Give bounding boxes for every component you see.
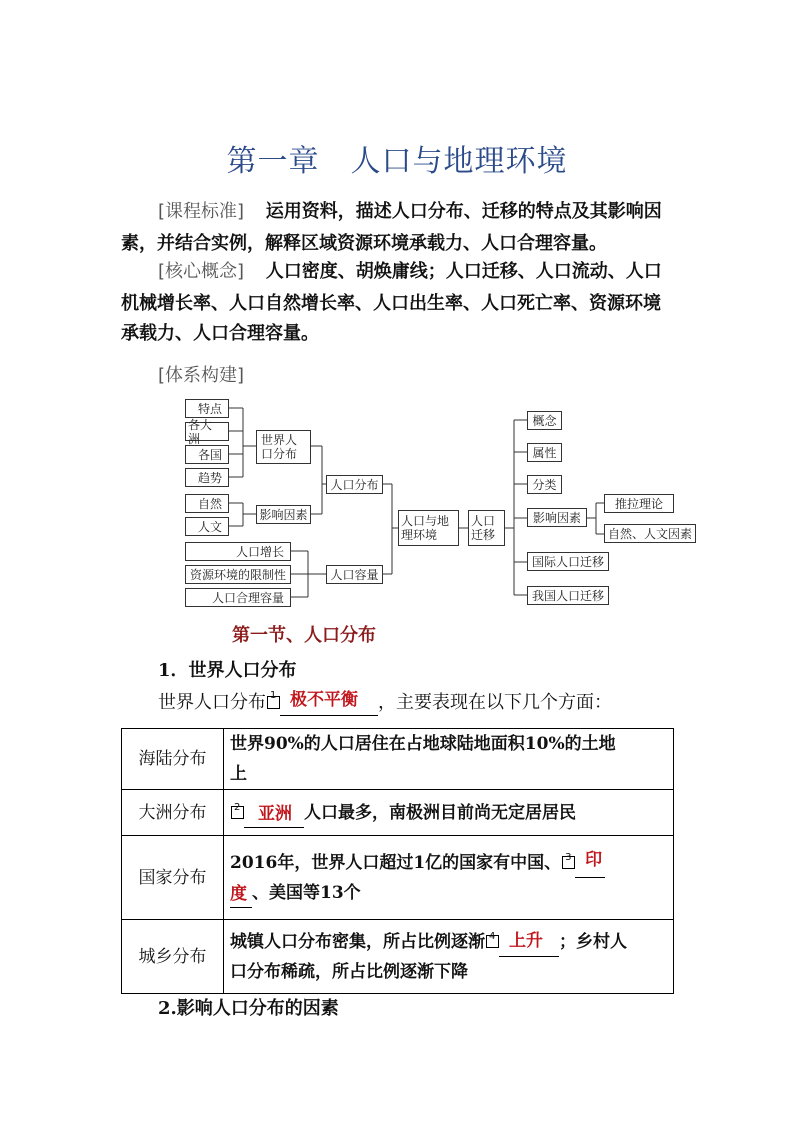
blank-number-3: 3 [565, 851, 572, 863]
row-content [224, 920, 674, 994]
table-row [122, 790, 674, 836]
answer-3b: 度 [230, 883, 247, 904]
concepts-text-1: 人口密度、胡焕庸线；人口迁移、人口流动、人口 [265, 261, 662, 282]
blank-2 [244, 805, 304, 828]
row-content [224, 836, 674, 920]
row-content [224, 790, 674, 836]
answer-3a: 印 [585, 849, 603, 870]
blank-3b [230, 885, 252, 908]
table-row [122, 836, 674, 920]
blank-number-2: 2 [234, 801, 241, 813]
answer-1: 极不平衡 [290, 690, 358, 710]
table-row [122, 729, 674, 790]
node-gedazhou: 各大洲 [185, 422, 229, 441]
concepts-text-2: 机械增长率、人口自然增长率、人口出生率、人口死亡率、资源环境 [121, 293, 661, 314]
blank-4 [499, 930, 559, 957]
curriculum-tag: [课程标准] [158, 201, 245, 222]
distribution-table [121, 728, 674, 994]
intro-line [158, 690, 612, 716]
chapter-title: 第一章 人口与地理环境 [226, 144, 568, 179]
node-ziyuan: 资源环境的限制性 [185, 565, 291, 584]
node-renkouzengzhang: 人口增长 [185, 542, 291, 561]
blank-number-4: 4 [489, 930, 496, 942]
answer-4: 上升 [509, 930, 543, 951]
node-geguo: 各国 [185, 445, 229, 464]
node-tezheng: 属性 [527, 443, 562, 462]
intro-pre: 世界人口分布 [158, 692, 266, 713]
curriculum-text-2: 素，并结合实例，解释区域资源环境承载力、人口合理容量。 [121, 233, 607, 254]
concepts-tag: [核心概念] [158, 261, 245, 282]
row-text: 世界90%的人口居住在占地球陆地面积10%的土地 [230, 734, 616, 754]
system-tag: [体系构建] [158, 365, 245, 386]
row-text: 城镇人口分布密集，所占比例逐渐 [230, 931, 485, 952]
node-yingxiang2: 影响因素 [527, 508, 587, 527]
node-center: 人口与地理环境 [398, 510, 459, 546]
row-text: 上 [230, 764, 247, 784]
concepts-text-3: 承载力、人口合理容量。 [121, 323, 319, 344]
node-fenbu: 人口分布 [326, 475, 383, 494]
node-renwen: 人文 [185, 517, 229, 536]
node-yingxiang1: 影响因素 [256, 505, 311, 524]
node-qianyi: 人口迁移 [468, 510, 505, 546]
row-content [224, 729, 674, 790]
node-woguo: 我国人口迁移 [527, 586, 609, 605]
subheading-1: 1．世界人口分布 [158, 660, 297, 681]
node-heli: 人口合理容量 [185, 588, 291, 607]
answer-2: 亚洲 [258, 803, 292, 824]
blank-marker-2 [231, 801, 244, 819]
node-guoji: 国际人口迁移 [527, 552, 609, 571]
row-head: 大洲分布 [122, 790, 224, 836]
row-head: 城乡分布 [122, 920, 224, 994]
blank-marker-4 [486, 930, 499, 948]
blank-number-1: 1 [270, 690, 277, 701]
node-fenlei: 分类 [527, 475, 562, 494]
section-title: 第一节、人口分布 [232, 625, 376, 646]
intro-post: ，主要表现在以下几个方面： [378, 692, 612, 713]
row-text: 2016年，世界人口超过1亿的国家有中国、 [230, 852, 562, 873]
node-tuila: 推拉理论 [604, 494, 674, 513]
blank-marker-3 [562, 851, 575, 869]
blank-3a [575, 849, 605, 878]
blank-1 [280, 690, 378, 716]
row-text: 人口最多，南极洲目前尚无定居居民 [304, 802, 576, 823]
row-text: 、美国等13个 [252, 882, 361, 903]
node-rongliang: 人口容量 [326, 565, 383, 584]
row-head: 海陆分布 [122, 729, 224, 790]
node-ziranrenwen: 自然、人文因素 [604, 524, 696, 543]
row-text: 口分布稀疏，所占比例逐渐下降 [230, 961, 468, 982]
node-qushi: 趋势 [185, 468, 229, 487]
node-tedian: 特点 [185, 399, 229, 418]
blank-marker-1 [267, 690, 280, 709]
node-shijie: 世界人口分布 [256, 430, 311, 464]
table-row [122, 920, 674, 994]
node-gainian: 概念 [527, 411, 562, 430]
subheading-2: 2.影响人口分布的因素 [158, 998, 339, 1019]
node-ziran: 自然 [185, 494, 229, 513]
curriculum-text-1: 运用资料，描述人口分布、迁移的特点及其影响因 [265, 201, 662, 222]
row-text: ；乡村人 [559, 931, 627, 952]
row-head: 国家分布 [122, 836, 224, 920]
